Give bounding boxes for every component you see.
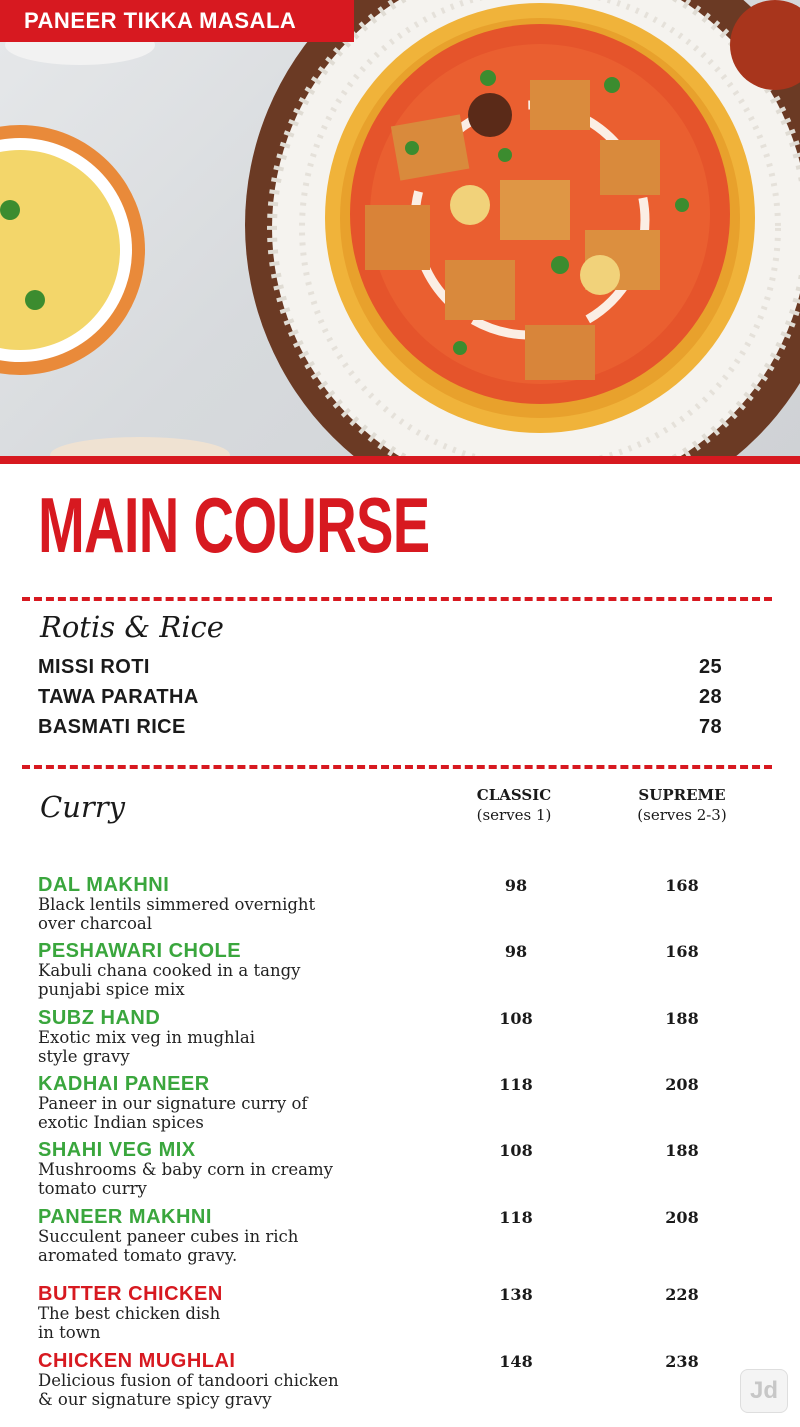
item-desc-line: in town <box>38 1322 101 1342</box>
item-price: 25 <box>698 656 722 678</box>
item-desc-line: The best chicken dish <box>38 1304 221 1323</box>
item-desc-line: tomato curry <box>38 1178 147 1198</box>
item-name: PESHAWARI CHOLE <box>38 940 242 962</box>
price-supreme: 208 <box>665 1075 699 1094</box>
menu-item-paneer-makhni <box>38 1206 758 1265</box>
item-name: SUBZ HAND <box>38 1007 161 1029</box>
item-desc-line: Black lentils simmered overnight <box>38 895 316 914</box>
column-serves: (serves 2-3) <box>637 806 727 824</box>
menu-item-tawa-paratha <box>38 686 722 709</box>
paneer-tikka-masala-illustration <box>0 0 800 458</box>
price-supreme: 238 <box>665 1352 699 1371</box>
price-classic: 98 <box>504 876 528 895</box>
menu-item-basmati-rice <box>38 716 722 739</box>
jd-watermark-logo: Jd <box>740 1369 788 1413</box>
item-name: BASMATI RICE <box>38 716 186 738</box>
item-price: 78 <box>698 716 722 738</box>
price-supreme: 188 <box>665 1141 699 1160</box>
page-title: MAIN COURSE <box>38 481 430 569</box>
item-desc-line: Kabuli chana cooked in a tangy <box>38 961 301 980</box>
menu-item-subz-hand <box>38 1007 758 1066</box>
price-classic: 148 <box>499 1352 533 1371</box>
menu-item-kadhai-paneer <box>38 1073 758 1132</box>
item-name: PANEER MAKHNI <box>38 1206 212 1228</box>
section-title-rotis: Rotis & Rice <box>40 610 224 644</box>
item-desc-line: style gravy <box>38 1046 130 1066</box>
column-label: SUPREME <box>638 786 726 804</box>
dish-name-tag: PANEER TIKKA MASALA <box>0 0 354 42</box>
item-name: SHAHI VEG MIX <box>38 1139 196 1161</box>
hero-divider <box>0 456 800 464</box>
menu-item-dal-makhni <box>38 874 758 933</box>
dashed-divider <box>22 765 772 769</box>
item-name: TAWA PARATHA <box>38 686 199 708</box>
menu-item-peshawari-chole <box>38 940 758 999</box>
item-name: CHICKEN MUGHLAI <box>38 1350 236 1372</box>
price-supreme: 168 <box>665 876 699 895</box>
price-supreme: 228 <box>665 1285 699 1304</box>
item-name: BUTTER CHICKEN <box>38 1283 223 1305</box>
item-desc-line: over charcoal <box>38 913 153 933</box>
price-classic: 118 <box>499 1075 533 1094</box>
column-header-supreme <box>602 786 762 824</box>
price-classic: 98 <box>504 942 528 961</box>
section-title-curry: Curry <box>40 790 125 824</box>
item-desc-line: aromated tomato gravy. <box>38 1245 238 1265</box>
price-classic: 118 <box>499 1208 533 1227</box>
menu-item-shahi-veg-mix <box>38 1139 758 1198</box>
item-desc-line: punjabi spice mix <box>38 979 185 999</box>
item-name: KADHAI PANEER <box>38 1073 210 1095</box>
column-label: CLASSIC <box>476 786 552 804</box>
item-price: 28 <box>698 686 722 708</box>
column-serves: (serves 1) <box>476 806 552 824</box>
item-desc-line: Succulent paneer cubes in rich <box>38 1227 299 1246</box>
menu-item-chicken-mughlai <box>38 1350 758 1409</box>
menu-item-butter-chicken <box>38 1283 758 1342</box>
price-supreme: 188 <box>665 1009 699 1028</box>
dashed-divider <box>22 597 772 601</box>
item-desc-line: Exotic mix veg in mughlai <box>38 1028 256 1047</box>
price-supreme: 208 <box>665 1208 699 1227</box>
column-header-classic <box>434 786 594 824</box>
item-desc-line: Mushrooms & baby corn in creamy <box>38 1160 333 1179</box>
item-desc-line: Delicious fusion of tandoori chicken <box>38 1371 339 1390</box>
price-classic: 108 <box>499 1141 533 1160</box>
item-name: DAL MAKHNI <box>38 874 170 896</box>
item-desc-line: Paneer in our signature curry of <box>38 1094 308 1113</box>
item-desc-line: exotic Indian spices <box>38 1112 204 1132</box>
hero-photo <box>0 0 800 458</box>
item-name: MISSI ROTI <box>38 656 150 678</box>
item-desc-line: & our signature spicy gravy <box>38 1389 272 1409</box>
price-supreme: 168 <box>665 942 699 961</box>
price-classic: 108 <box>499 1009 533 1028</box>
price-classic: 138 <box>499 1285 533 1304</box>
menu-item-missi-roti <box>38 656 722 679</box>
